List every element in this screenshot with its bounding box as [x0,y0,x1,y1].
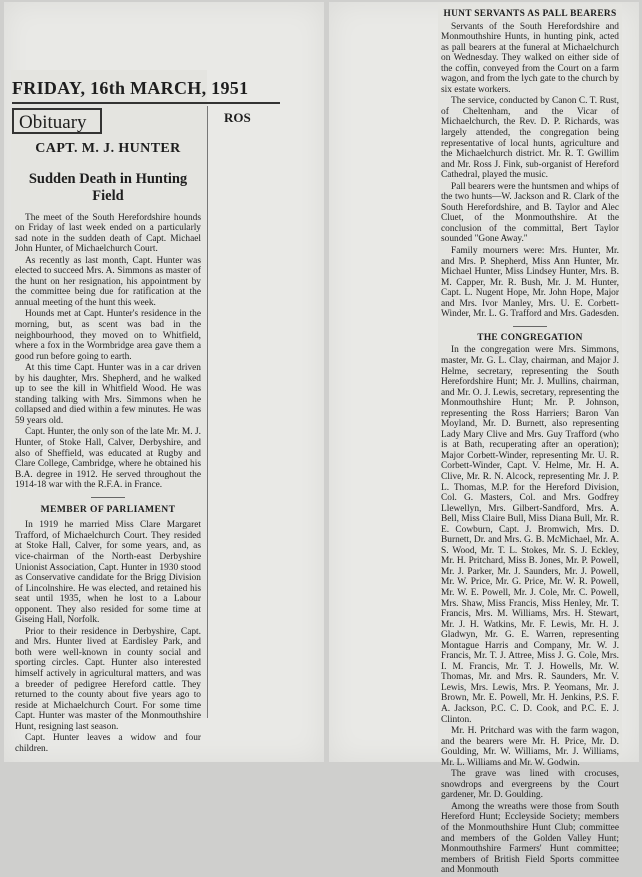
divider [513,326,547,327]
divider [91,497,125,498]
paragraph: Capt. Hunter, the only son of the late Mr. M. J. Hunter, of Stoke Hall, Calver, Derbyshire, and also of Sheffield, was educated at Rugby and Clare College, Cambridge, where he obtained his B.A. degree in 1912. He served throughout the 1914-18 war with the R.F.A. in France. [15,427,201,491]
paragraph: Family mourners were: Mrs. Hunter, Mr. and Mrs. P. Shepherd, Miss Ann Hunter, Mr. Michael Hunter, Miss Lindsey Hunter, Mrs. B. M. Capper, Mr. R. Bush, Mr. J. M. Hunter, Capt. L. Nugent Hope, Mr. John Hope, Major and Mrs. Ivor Manley, Mrs. U. E. Corbett-Winder, Mr. L. G. Trafford and Mrs. Gadesden. [441,246,619,320]
right-paragraphs-1 [441,22,619,320]
right-paragraphs-2 [441,345,619,875]
paragraph: Among the wreaths were those from South Hereford Hunt; Eccleyside Society; members of the Monmouthshire Hunt Club; committee and members of the Golden Valley Hunt; Monmouthshire Farmers' Hunt committee; members of British Field Sports committee and Monmouth [441,801,619,876]
column-divider [207,106,208,718]
obituary-section-label: Obituary [12,108,102,134]
paragraph: Capt. Hunter leaves a widow and four children. [15,733,201,754]
paragraph: Hounds met at Capt. Hunter's residence in the morning, but, as scent was bad in the neighbourhood, they moved on to Whitfield, where a fox in the Wormbridge area gave them a good run before going to earth. [15,309,201,362]
paragraph: In 1919 he married Miss Clare Margaret Trafford, of Michaelchurch Court. They resided at Stoke Hall, Calver, for some years, and, as vice-chairman of the North-east Derbyshire Unionist Association, Capt. Hunter in 1930 stood as Conservative candidate for the Brigg Division of Lincolnshire. He was elected, and retained his seat until 1935, when he lost to a Labour opponent. They also resided for some time at Giseing Hall, Norfolk. [15,520,201,626]
paragraph: Mr. H. Pritchard was with the farm wagon, and the bearers were Mr. H. Price, Mr. D. Goulding, Mr. W. Williams, Mr. J. Williams, Mr. L. Williams and Mr. W. Godwin. [441,726,619,768]
member-of-parliament-subhead: MEMBER OF PARLIAMENT [40,503,176,515]
paragraph: Prior to their residence in Derbyshire, Capt. and Mrs. Hunter lived at Eardisley Park, and both were well-known in county social and sporting circles. Capt. Hunter also interested himself actively in agricultural matters, and was a breeder of pedigree Hereford cattle. They returned to the county about five years ago to reside at Michaelchurch Court. For some time Capt. Hunter was master of the Monmouthshire Hunt, resigning last season. [15,626,201,732]
paragraph: As recently as last month, Capt. Hunter was elected to succeed Mrs. A. Simmons as master of the hunt on her resignation, his appointment by the committee being due for ratification at the annual meeting of the hunt this week. [15,255,201,308]
paragraph: The meet of the South Herefordshire hounds on Friday of last week ended on a particularly sad note in the sudden death of Capt. Michael John Hunter, of Michaelchurch Court. [15,212,201,255]
name-heading: CAPT. M. J. HUNTER [35,141,181,156]
paragraph: At this time Capt. Hunter was in a car driven by his daughter, Mrs. Shepherd, and he walked up to see the kill in Whitfield Wood. He was standing talking with Mrs. Simmons when he collapsed and died within a few minutes. He was 59 years old. [15,363,201,426]
paragraph: The service, conducted by Canon C. T. Rust, of Cheltenham, and the Vicar of Michaelchurch, the Rev. D. P. Richards, was largely attended, the congregation being representative of local hunts, agriculture and the Michaelchurch district. Mr. R. T. Gwillim and Mr. Ross J. Fink, sub-organist of Hereford Cathedral, played the music. [441,96,619,181]
right-column [441,8,619,877]
masthead-date: FRIDAY, 16th MARCH, 1951 [12,78,280,104]
paragraph: Servants of the South Herefordshire and Monmouthshire Hunts, in hunting pink, acted as pall bearers at the funeral at Michaelchurch on Wednesday. They walked on either side of the coffin, conveyed from the Court on a farm wagon, and from the lych gate to the church by six estate workers. [441,21,619,95]
pall-bearers-subhead: HUNT SERVANTS AS PALL BEARERS [443,9,617,19]
left-column [15,140,201,755]
masthead-fragment: ROS [224,110,251,125]
congregation-subhead: THE CONGREGATION [477,332,583,343]
paragraph: In the congregation were Mrs. Simmons, master, Mr. G. L. Clay, chairman, and Major J. Helme, secretary, representing the South Herefordshire Hunt; Mr. J. Mullins, chairman, and Mr. O. J. Lewis, secretary, representing the Monmouthshire Hunt; Mr. P. Johnson, representing the Ross Harriers; Baron Van Moyland, Mr. D. Burnett, also representing Lady Mary Clive and Mrs. Guy Trafford (who is at Bath, recuperating after an operation); Major Corbett-Winder, representing Mr. U. R. Corbett-Winder, Capt. V. Helme, Mr. H. A. Clive, Mr. R. N. Alcock, representing Mr. J. P. L. Thomas, M.P. for the Hereford Division, Col. G. Masters, Col. and Mrs. Godfrey Llewellyn, Mrs. Gilbert-Sandford, Mrs. A. Bell, Miss Claire Bull, Miss Diana Bull, Mr. R. E. Cowburn, Capt. J. Bromwich, Mrs. D. Burnett, Dr. and Mrs. G. B. McMichael, Mr. A. S. Wood, Mr. T. L. Stokes, Mr. S. J. Eckley, Mr. H. Pritchard, Miss B. Jones, Mr. P. Powell, Mr. J. Parker, Mr. J. Saunders, Mr. J. Powell, Mr. W. Price, Mr. G. Price, Mr. W. R. Powell, Mr. W. E. Powell, Mr. J. Cole, Mr. C. Powell, Mrs. Shaw, Miss Francis, Miss Henley, Mr. T. Francis, Mrs. M. Williams, Mrs. H. Stewart, Mr. J. H. Watkins, Mr. F. Lewis, Mr. H. J. Gladwyn, Mr. G. E. Warren, representing Montague Harris and Company, Mr. W. J. Francis, Mr. T. J. Attree, Miss J. G. Cole, Mrs. I. M. Francis, Mr. T. J. Howells, Mr. W. Thomas, Mr. and Mrs. R. Saunders, Mr. V. Lewis, Mrs. Lewis, Mrs. P. Yeomans, Mr. J. Brown, Mr. E. Powell, Mr. H. Jenkins, P.S. F. A. Jackson, P.C. C. D. Cook, and P.C. E. J. Clinton. [441,345,619,725]
article-headline: Sudden Death in Hunting Field [28,170,188,204]
left-paragraphs-1 [15,213,201,491]
paragraph: Pall bearers were the huntsmen and whips of the two hunts—W. Jackson and R. Clark of the South Herefordshire, and B. Taylor and Alec Cluet, of the Monmouthshire. At the conclusion of the committal, Bert Taylor sounded "Gone Away." [441,181,619,245]
left-paragraphs-2 [15,520,201,754]
paragraph: The grave was lined with crocuses, snowdrops and evergreens by the Court gardener, Mr. D. Goulding. [441,769,619,801]
